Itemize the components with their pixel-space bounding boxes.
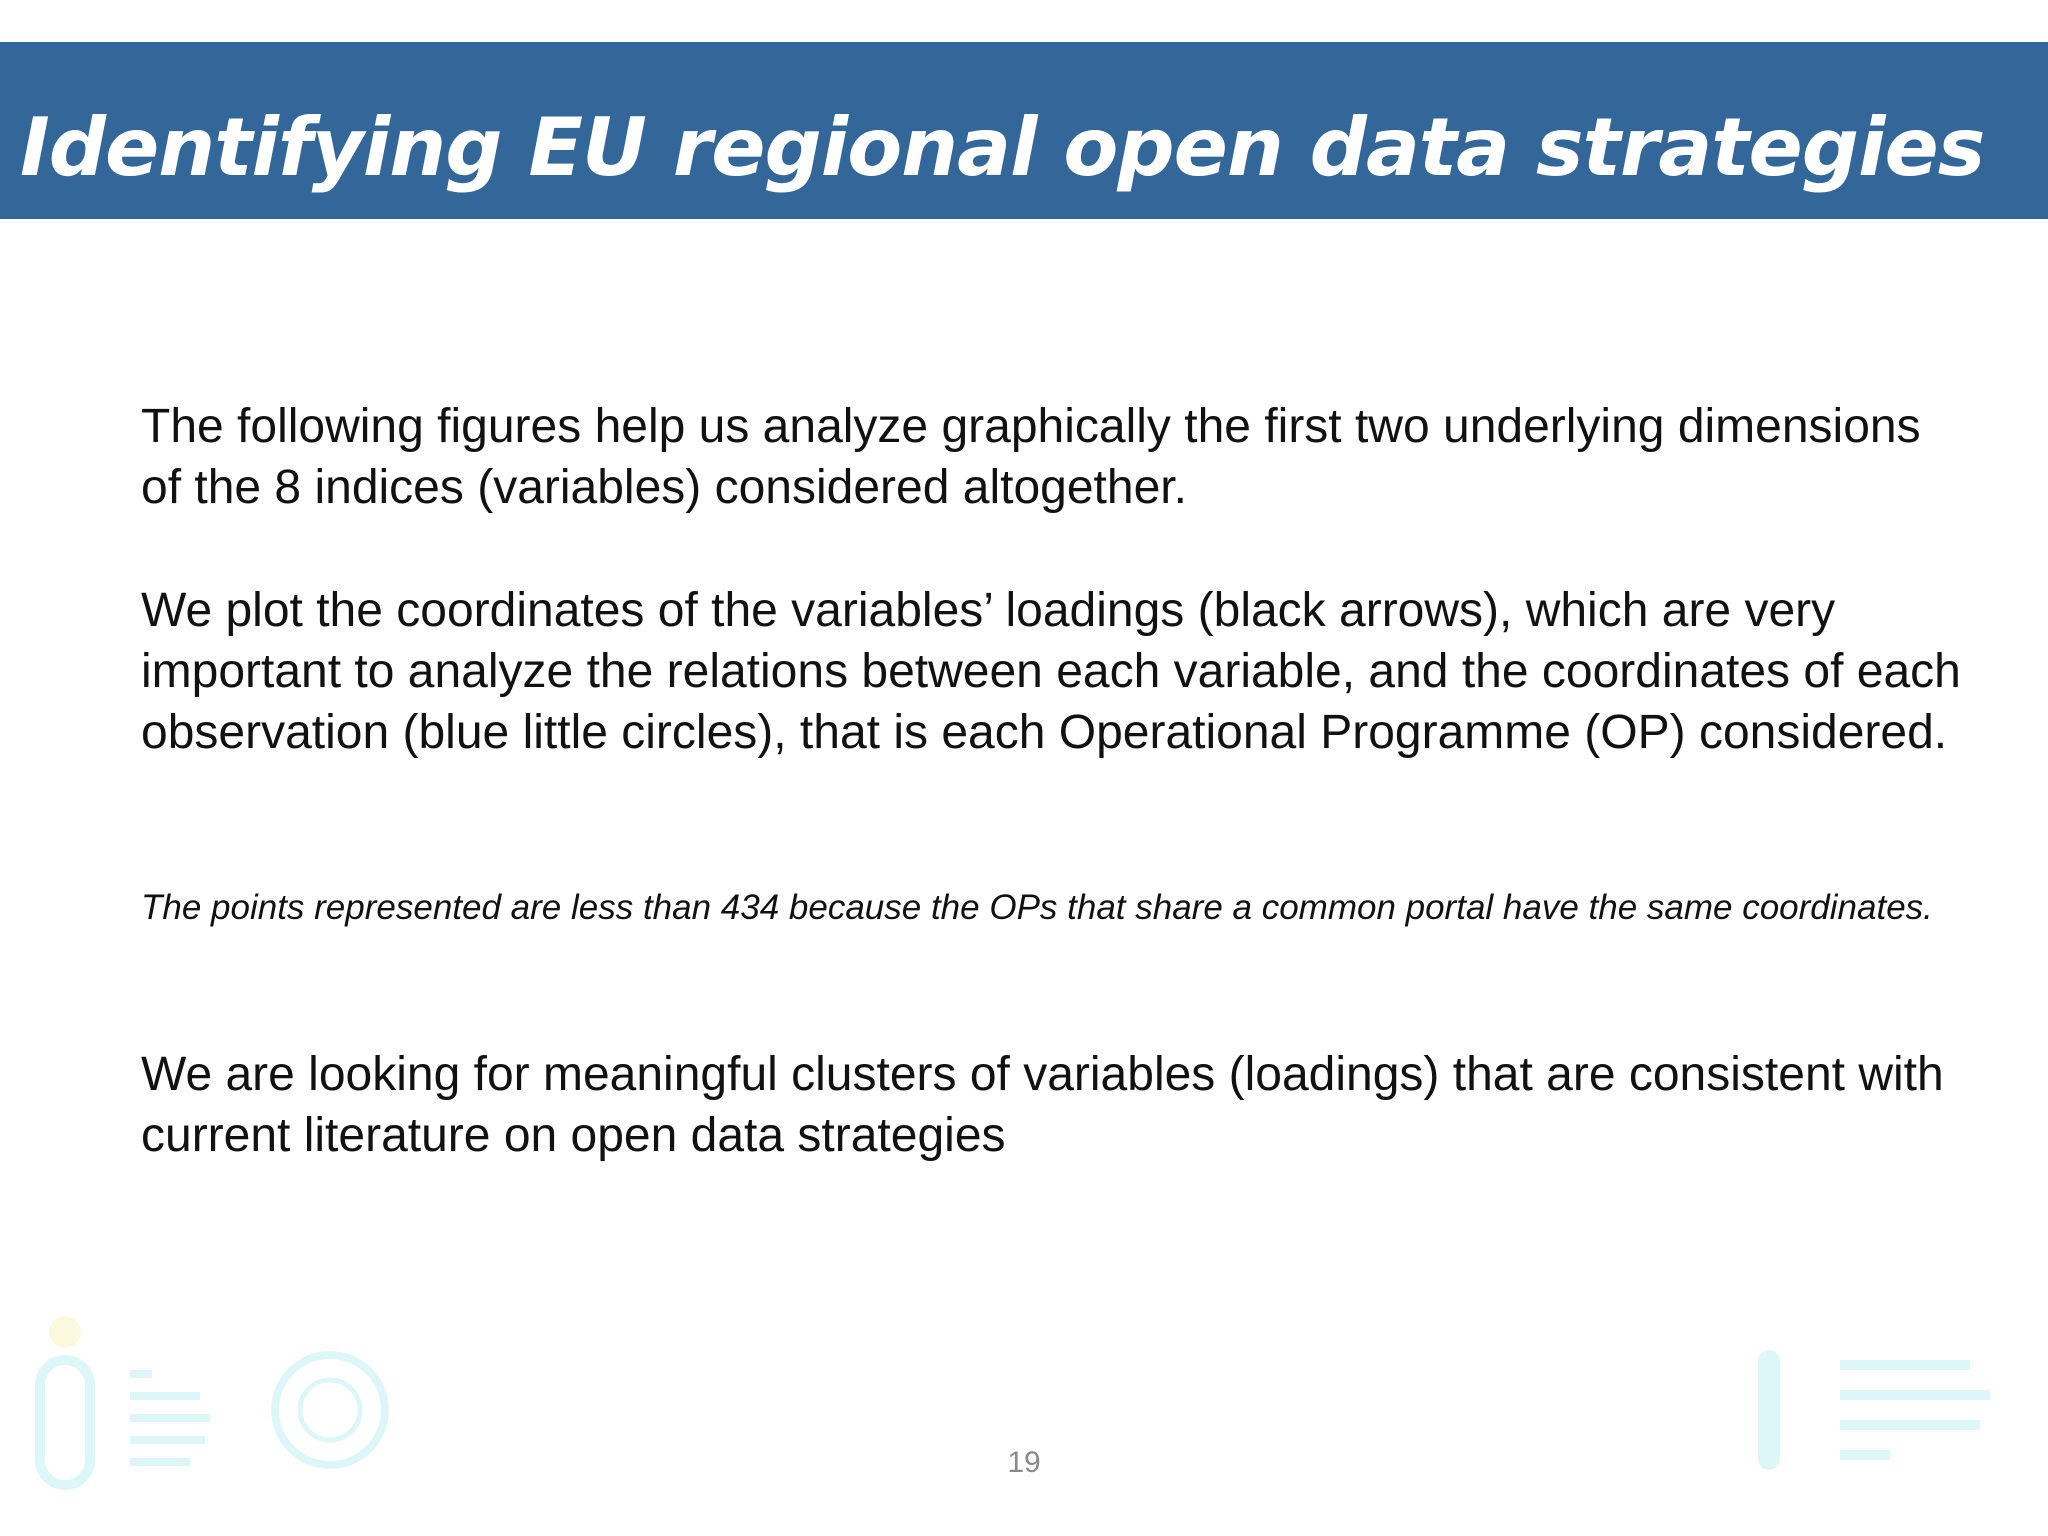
slide-title: Identifying EU regional open data strategies <box>20 101 1985 194</box>
paragraph-plot-description: We plot the coordinates of the variables’ loadings (black arrows), which are very important to analyze the relations between each variable, and the coordinates of each observation (blue little circles), that is each Operational Programme (OP) considered. <box>141 584 1961 759</box>
paragraph-note: The points represented are less than 434 because the OPs that share a common portal have the same coordinates. <box>141 888 1933 927</box>
page-number: 19 <box>1007 1446 1041 1479</box>
paragraph-clusters: We are looking for meaningful clusters of variables (loadings) that are consistent with current literature on open data strategies <box>141 1048 1944 1162</box>
paragraph-figures-intro: The following figures help us analyze graphically the first two underlying dimensions of the 8 indices (variables) considered altogether. <box>141 400 1921 514</box>
